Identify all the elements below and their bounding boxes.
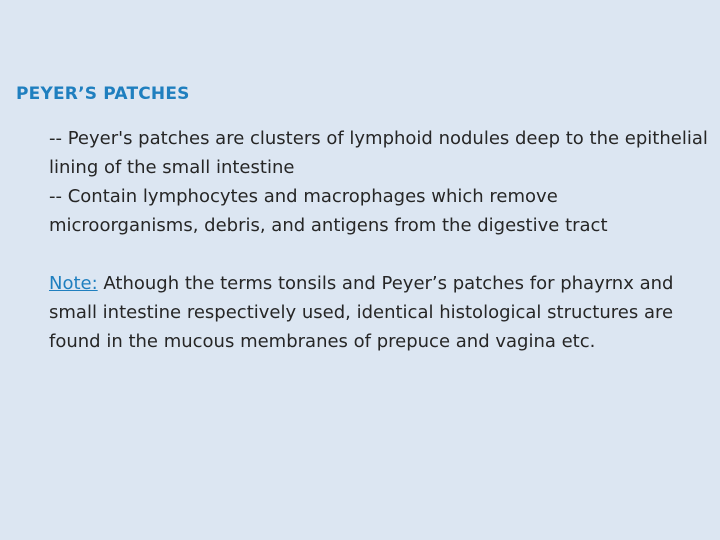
slide-body xyxy=(49,124,709,356)
note-paragraph xyxy=(49,269,709,356)
slide-title: PEYER’S PATCHES xyxy=(16,84,190,104)
bullet-paragraph-2: -- Contain lymphocytes and macrophages which remove microorganisms, debris, and antigens from the digestive tract xyxy=(49,186,608,236)
note-label: Note: xyxy=(49,273,98,294)
bullet-paragraph-1: -- Peyer's patches are clusters of lymphoid nodules deep to the epithelial lining of the small intestine xyxy=(49,128,708,178)
note-text: Athough the terms tonsils and Peyer’s patches for phayrnx and small intestine respectively used, identical histological structures are found in the mucous membranes of prepuce and vagina etc. xyxy=(49,273,674,352)
paragraph-spacer xyxy=(49,240,709,269)
